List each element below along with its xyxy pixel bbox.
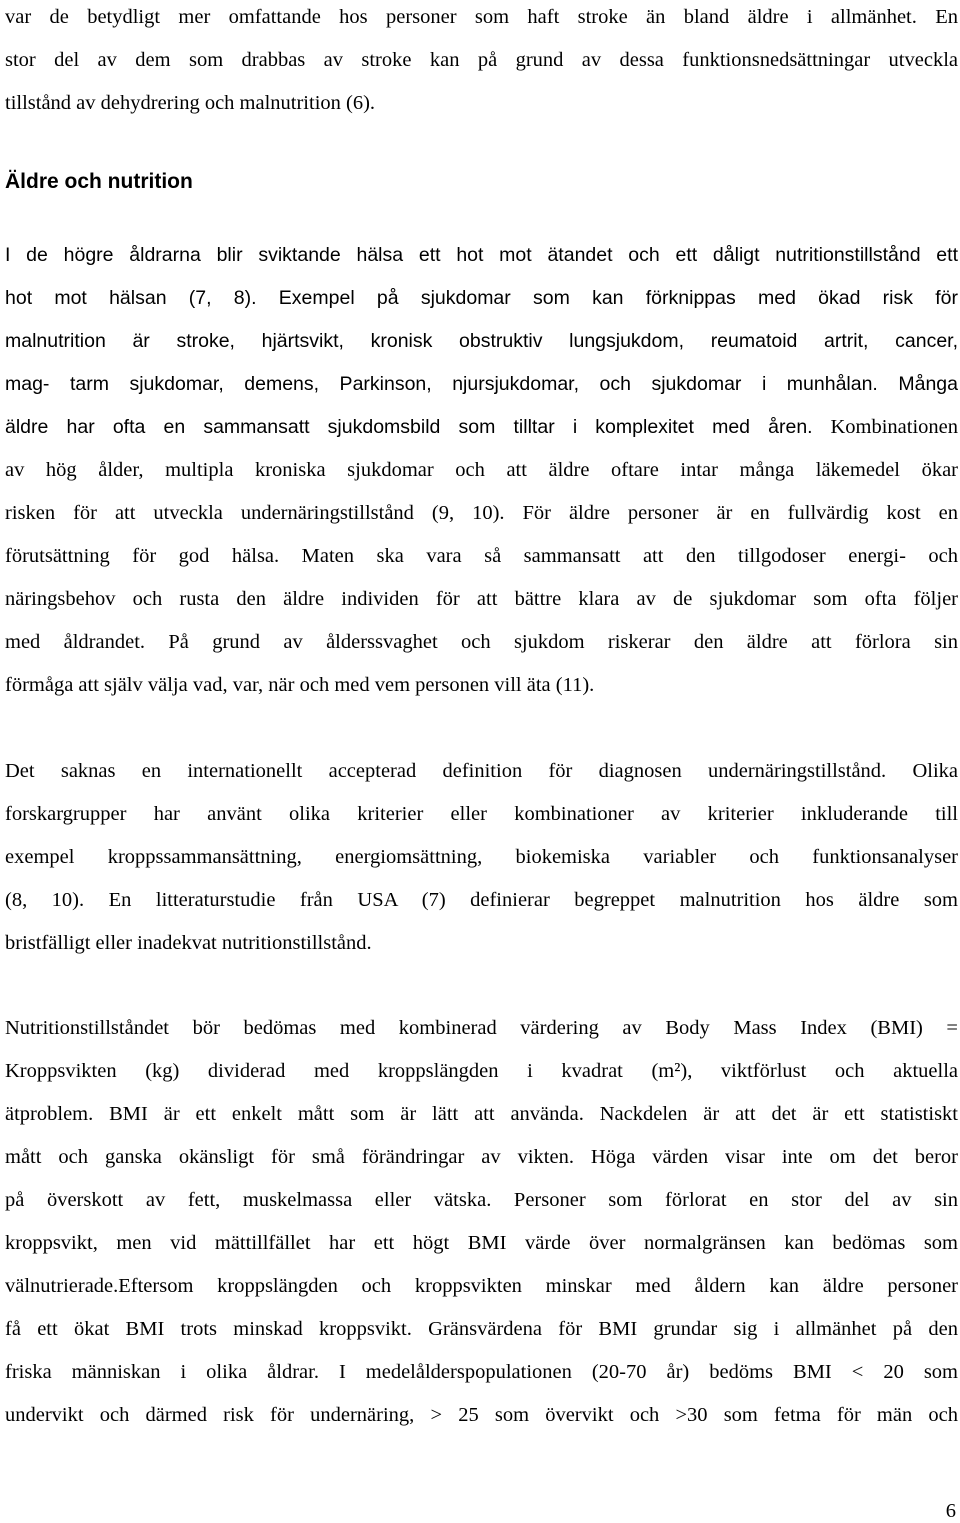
text-line: Det saknas en internationellt accepterad definition för diagnosen undernäringstillstånd. Olika	[5, 760, 958, 782]
text-line: exempel kroppssammansättning, energiomsättning, biokemiska variabler och funktionsanalyser	[5, 846, 958, 868]
text-span: hot mot hälsan (7, 8).	[5, 287, 257, 309]
text-line: välnutrierade.Eftersom kroppslängden och kroppsvikten minskar med åldern kan äldre personer	[5, 1275, 958, 1297]
text-line: bristfälligt eller inadekvat nutritionstillstånd.	[5, 932, 372, 954]
text-line: mått och ganska okänsligt för små förändringar av vikten. Höga värden visar inte om det beror	[5, 1146, 958, 1168]
text-line: (8, 10). En litteraturstudie från USA (7) definierar begreppet malnutrition hos äldre som	[5, 889, 958, 911]
text-line: ätproblem. BMI är ett enkelt mått som är lätt att använda. Nackdelen är att det är ett statistiskt	[5, 1103, 958, 1125]
text-line: stor del av dem som drabbas av stroke kan på grund av dessa funktionsnedsättningar utveckla	[5, 49, 958, 71]
text-line: Nutritionstillståndet bör bedömas med kombinerad värdering av Body Mass Index (BMI) =	[5, 1017, 958, 1039]
text-line	[5, 372, 958, 396]
text-span: Många	[877, 373, 958, 395]
text-line: risken för att utveckla undernäringstillstånd (9, 10). För äldre personer är en fullvärdig kost en	[5, 502, 958, 524]
text-line: förmåga att själv välja vad, var, när och med vem personen vill äta (11).	[5, 674, 595, 696]
text-line: friska människan i olika åldrar. I medelålderspopulationen (20-70 år) bedöms BMI < 20 som	[5, 1361, 958, 1383]
text-line: kroppsvikt, men vid mättillfället har ett högt BMI värde över normalgränsen kan bedömas som	[5, 1232, 958, 1254]
text-line: forskargrupper har använt olika kriterier eller kombinationer av kriterier inkluderande till	[5, 803, 958, 825]
text-line: på överskott av fett, muskelmassa eller vätska. Personer som förlorat en stor del av sin	[5, 1189, 958, 1211]
text-line: av hög ålder, multipla kroniska sjukdomar och att äldre oftare intar många läkemedel ökar	[5, 459, 958, 481]
section-heading: Äldre och nutrition	[5, 170, 193, 193]
text-span: Kombinationen	[812, 416, 958, 438]
text-line: förutsättning för god hälsa. Maten ska vara så sammansatt att den tillgodoser energi- och	[5, 545, 958, 567]
text-line: malnutrition är stroke, hjärtsvikt, kronisk obstruktiv lungsjukdom, reumatoid artrit, cancer,	[5, 330, 958, 352]
text-line	[5, 415, 958, 439]
page-number: 6	[945, 1500, 956, 1522]
text-line: med åldrandet. På grund av ålderssvaghet och sjukdom riskerar den äldre att förlora sin	[5, 631, 958, 653]
text-span: mag- tarm sjukdomar, demens, Parkinson, njursjukdomar, och sjukdomar i munhålan.	[5, 373, 878, 395]
text-line	[5, 286, 958, 310]
text-span: äldre har ofta en sammansatt sjukdomsbild som tilltar i komplexitet med åren.	[5, 416, 813, 438]
text-line: var de betydligt mer omfattande hos personer som haft stroke än bland äldre i allmänhet. En	[5, 6, 958, 28]
text-line: I de högre åldrarna blir sviktande hälsa ett hot mot ätandet och ett dåligt nutritionstillstånd ett	[5, 244, 958, 266]
text-line: näringsbehov och rusta den äldre individen för att bättre klara av de sjukdomar som ofta följer	[5, 588, 958, 610]
text-line: undervikt och därmed risk för undernäring, > 25 som övervikt och >30 som fetma för män och	[5, 1404, 958, 1426]
text-line: få ett ökat BMI trots minskad kroppsvikt. Gränsvärdena för BMI grundar sig i allmänhet på den	[5, 1318, 958, 1340]
text-line: Kroppsvikten (kg) dividerad med kroppslängden i kvadrat (m²), viktförlust och aktuella	[5, 1060, 958, 1082]
text-line: tillstånd av dehydrering och malnutrition (6).	[5, 92, 376, 114]
text-span: Exempel på sjukdomar som kan förknippas med ökad risk för	[256, 287, 958, 309]
